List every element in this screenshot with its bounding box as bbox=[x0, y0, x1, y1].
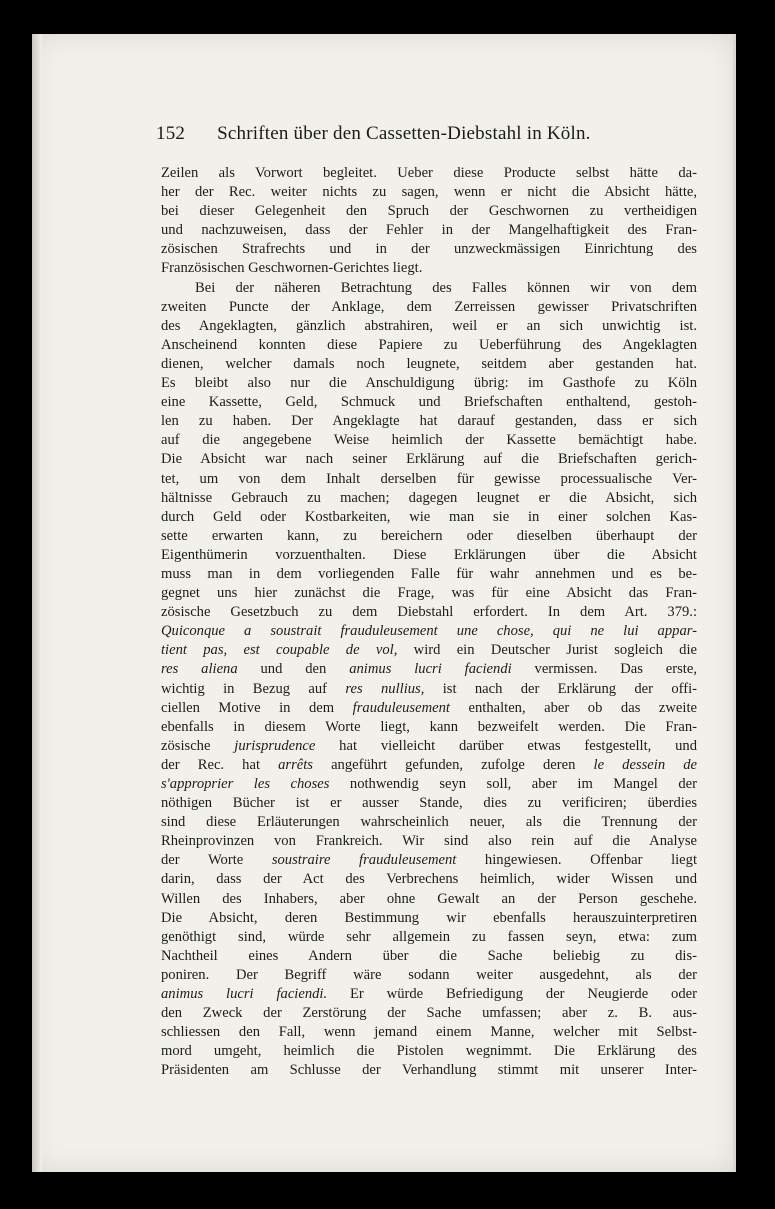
text-line bbox=[161, 431, 697, 450]
body-text bbox=[161, 164, 697, 1081]
page-number: 152 bbox=[156, 123, 186, 144]
italic-phrase: jurisprudence bbox=[234, 737, 316, 754]
italic-phrase: s'approprier les choses bbox=[161, 776, 330, 792]
text-line bbox=[161, 183, 697, 202]
text-line bbox=[161, 584, 697, 603]
text-line bbox=[161, 603, 697, 622]
book-page bbox=[32, 34, 736, 1172]
text-line bbox=[161, 374, 697, 393]
line-text: auf die angegebene Weise heimlich der Kassette bemächtigt habe. bbox=[161, 432, 697, 449]
line-text: zösischen Strafrechts und in der unzweckmässigen Einrichtung des bbox=[161, 241, 697, 258]
line-text: des Angeklagten, gänzlich abstrahiren, weil er an sich unwichtig ist. bbox=[161, 317, 697, 334]
line-segment: und den bbox=[237, 661, 350, 678]
line-text: sind diese Erläuterungen wahrscheinlich neuer, als die Trennung der bbox=[161, 814, 697, 831]
line-text: Die Absicht, deren Bestimmung wir ebenfalls herauszuinterpretiren bbox=[161, 909, 697, 926]
line-text: und nachzuweisen, dass der Fehler in der Mangelhaftigkeit des Fran- bbox=[161, 222, 697, 239]
line-segment: wird ein Deutscher Jurist sogleich die bbox=[397, 642, 697, 659]
line-text: her der Rec. weiter nichts zu sagen, wenn er nicht die Absicht hätte, bbox=[161, 184, 697, 201]
line-text: Bei der näheren Betrachtung des Falles können wir von dem bbox=[195, 279, 697, 296]
line-text: Quiconque a soustrait frauduleusement une chose, qui ne lui appar- bbox=[161, 623, 697, 640]
text-line bbox=[161, 851, 697, 870]
italic-phrase: frauduleusement bbox=[352, 699, 450, 716]
italic-phrase: res aliena bbox=[161, 661, 238, 678]
italic-phrase: animus lucri faciendi bbox=[349, 661, 512, 678]
line-segment: vermissen. Das erste, bbox=[511, 661, 697, 678]
running-title: Schriften über den Cassetten-Diebstahl in Köln. bbox=[217, 123, 591, 144]
line-text: darin, dass der Act des Verbrechens heimlich, wider Wissen und bbox=[161, 871, 697, 888]
line-text: nöthigen Bücher ist er ausser Stande, dies zu verificiren; überdies bbox=[161, 795, 697, 812]
text-line bbox=[161, 298, 697, 317]
text-line bbox=[161, 393, 697, 412]
line-text: Willen des Inhabers, aber ohne Gewalt an der Person geschehe. bbox=[161, 890, 697, 907]
italic-phrase: le dessein de bbox=[593, 756, 697, 773]
italic-phrase: tient pas, est coupable de vol, bbox=[161, 642, 398, 659]
text-line bbox=[161, 909, 697, 928]
line-text: Rheinprovinzen von Frankreich. Wir sind also rein auf die Analyse bbox=[161, 833, 697, 850]
line-text: muss man in dem vorliegenden Falle für wahr annehmen und es be- bbox=[161, 565, 697, 582]
line-text: gegnet uns hier zunächst die Frage, was für eine Absicht das Fran- bbox=[161, 585, 697, 602]
text-line bbox=[161, 202, 697, 221]
line-text: schliessen den Fall, wenn jemand einem Manne, welcher mit Selbst- bbox=[161, 1024, 697, 1041]
text-line bbox=[161, 565, 697, 584]
text-line bbox=[161, 240, 697, 259]
line-segment: hat vielleicht darüber etwas festgestellt, und bbox=[315, 737, 697, 754]
text-line bbox=[161, 718, 697, 737]
line-text: durch Geld oder Kostbarkeiten, wie man sie in einer solchen Kas- bbox=[161, 508, 697, 525]
line-text: bei dieser Gelegenheit den Spruch der Geschwornen zu vertheidigen bbox=[161, 203, 697, 220]
text-line bbox=[161, 947, 697, 966]
text-line bbox=[161, 985, 697, 1004]
line-text: Die Absicht war nach seiner Erklärung auf die Briefschaften gerich- bbox=[161, 451, 697, 468]
line-segment: angeführt gefunden, zufolge deren bbox=[312, 756, 594, 773]
text-line bbox=[161, 660, 697, 679]
line-segment: ciellen Motive in dem bbox=[161, 699, 353, 716]
italic-phrase: arrêts bbox=[278, 756, 313, 773]
line-text: Präsidenten am Schlusse der Verhandlung stimmt mit unserer Inter- bbox=[161, 1062, 697, 1079]
line-text: den Zweck der Zerstörung der Sache umfassen; aber z. B. aus- bbox=[161, 1005, 697, 1022]
line-text: tet, um von dem Inhalt derselben für gewisse processualische Ver- bbox=[161, 470, 697, 487]
line-text: mord umgeht, heimlich die Pistolen wegnimmt. Die Erklärung des bbox=[161, 1043, 697, 1060]
line-text: Anscheinend konnten diese Papiere zu Ueberführung des Angeklagten bbox=[161, 336, 697, 353]
text-line bbox=[161, 164, 697, 183]
text-line bbox=[161, 336, 697, 355]
text-line bbox=[161, 489, 697, 508]
text-line bbox=[161, 775, 697, 794]
text-line bbox=[161, 317, 697, 336]
text-line bbox=[161, 928, 697, 947]
text-line bbox=[161, 737, 697, 756]
line-text: zweiten Puncte der Anklage, dem Zerreissen gewisser Privatschriften bbox=[161, 298, 697, 315]
line-text: Zeilen als Vorwort begleitet. Ueber diese Producte selbst hätte da- bbox=[161, 165, 697, 181]
line-text: zösische Gesetzbuch zu dem Diebstahl erfordert. In dem Art. 379.: bbox=[161, 604, 697, 621]
line-text: sette erwarten kann, zu bereichern oder dieselben überhaupt der bbox=[161, 527, 697, 544]
text-line bbox=[161, 546, 697, 565]
text-line bbox=[161, 622, 697, 641]
line-text: Eigenthümerin vorzuenthalten. Diese Erklärungen über die Absicht bbox=[161, 546, 697, 563]
line-segment: der Worte bbox=[161, 852, 272, 869]
text-line bbox=[161, 1061, 697, 1080]
text-line bbox=[161, 508, 697, 527]
italic-phrase: animus lucri faciendi. bbox=[161, 986, 328, 1003]
text-line bbox=[161, 680, 697, 699]
text-line bbox=[161, 870, 697, 889]
text-line bbox=[161, 794, 697, 813]
line-text: poniren. Der Begriff wäre sodann weiter ausgedehnt, als der bbox=[161, 966, 697, 983]
italic-phrase: soustraire frauduleusement bbox=[271, 852, 457, 869]
line-text: genöthigt sind, würde sehr allgemein zu fassen seyn, etwa: zum bbox=[161, 928, 697, 945]
text-line bbox=[161, 1042, 697, 1061]
text-line bbox=[161, 699, 697, 718]
text-line bbox=[161, 355, 697, 374]
line-text: ebenfalls in diesem Worte liegt, kann bezweifelt werden. Die Fran- bbox=[161, 718, 697, 735]
line-text: Es bleibt also nur die Anschuldigung übrig: im Gasthofe zu Köln bbox=[161, 375, 697, 392]
line-segment: ist nach der Erklärung der offi- bbox=[424, 680, 697, 697]
text-line bbox=[161, 756, 697, 775]
line-segment: enthalten, aber ob das zweite bbox=[449, 699, 697, 716]
text-line bbox=[161, 1004, 697, 1023]
text-line bbox=[161, 259, 697, 278]
line-segment: hingewiesen. Offenbar liegt bbox=[456, 852, 697, 869]
line-segment: wichtig in Bezug auf bbox=[161, 680, 346, 697]
line-text: eine Kassette, Geld, Schmuck und Briefschaften enthaltend, gestoh- bbox=[161, 394, 697, 411]
italic-phrase: res nullius, bbox=[345, 680, 425, 697]
line-text: Französischen Geschwornen-Gerichtes liegt. bbox=[161, 260, 423, 277]
text-line bbox=[161, 890, 697, 909]
line-text: Nachtheil eines Andern über die Sache beliebig zu dis- bbox=[161, 947, 697, 964]
text-line bbox=[161, 470, 697, 489]
line-segment: nothwendig seyn soll, aber im Mangel der bbox=[329, 776, 697, 792]
text-line bbox=[161, 412, 697, 431]
text-line bbox=[161, 832, 697, 851]
text-line bbox=[161, 813, 697, 832]
line-segment: der Rec. hat bbox=[161, 756, 279, 773]
line-text: dienen, welcher damals noch leugnete, seitdem aber gestanden hat. bbox=[161, 355, 697, 372]
line-segment: Er würde Befriedigung der Neugierde oder bbox=[327, 986, 697, 1003]
text-line bbox=[161, 221, 697, 240]
line-text: hältnisse Gebrauch zu machen; dagegen leugnet er die Absicht, sich bbox=[161, 489, 697, 506]
text-line bbox=[161, 279, 697, 298]
text-line bbox=[161, 641, 697, 660]
text-line bbox=[161, 966, 697, 985]
line-text: len zu haben. Der Angeklagte hat darauf gestanden, dass er sich bbox=[161, 413, 697, 430]
text-line bbox=[161, 1023, 697, 1042]
line-segment: zösische bbox=[161, 737, 235, 754]
text-line bbox=[161, 527, 697, 546]
text-line bbox=[161, 450, 697, 469]
running-header bbox=[156, 123, 591, 145]
